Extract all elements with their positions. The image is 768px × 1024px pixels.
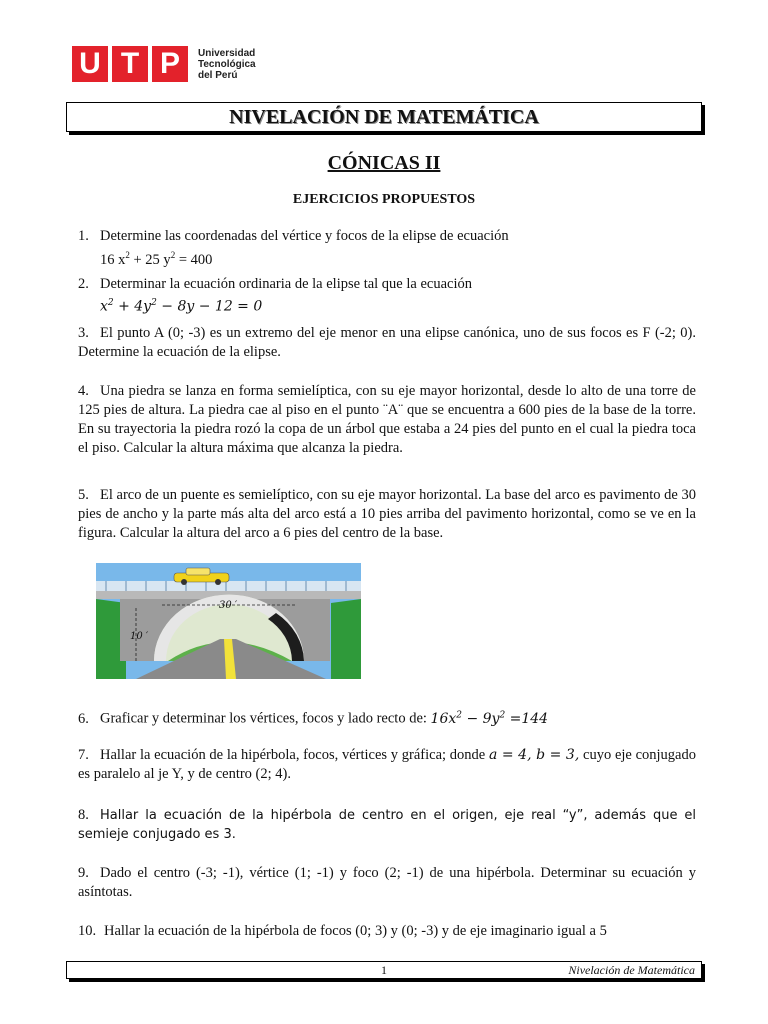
exercise-8: 8. Hallar la ecuación de la hipérbola de centro en el origen, eje real “y”, además que el semieje conjugado es 3. bbox=[78, 807, 696, 842]
footer-course-name: Nivelación de Matemática bbox=[568, 963, 695, 977]
exercise-6-equation: $16x^2 - 9y^2 =144$ bbox=[430, 710, 549, 727]
figure-width-label: 30 ′ bbox=[219, 600, 238, 611]
logo-letter-p: P bbox=[152, 46, 188, 82]
section-heading: EJERCICIOS PROPUESTOS bbox=[292, 192, 476, 207]
exercise-1: 1. Determine las coordenadas del vértice y focos de la elipse de ecuación 16 $x^2 + 25$ $y^2 = 400$ bbox=[78, 227, 696, 270]
exercise-2-equation: $x^2 + 4y^2 - 8y - 12 = 0$ bbox=[100, 298, 263, 315]
exercise-2: 2. Determinar la ecuación ordinaria de la elipse tal que la ecuación $x^2 + 4y^2 - 8y - 12 = 0$ bbox=[78, 275, 696, 317]
exercise-7-equation: a = 4, b = 3, bbox=[488, 747, 580, 763]
document-subtitle: CÓNICAS II bbox=[327, 152, 441, 174]
page-number: 1 bbox=[381, 963, 387, 977]
document-title: NIVELACIÓN DE MATEMÁTICA bbox=[66, 102, 702, 132]
bridge-arch-figure bbox=[96, 563, 361, 679]
exercise-5: 5. El arco de un puente es semielíptico, con su eje mayor horizontal. La base del arco es pavimento de 30 pies de ancho y la parte más alta del arco está a 10 pies arriba del pavimento horizontal, como se ve en la figura. Calcular la altura del arco a 6 pies del centro de la base. bbox=[78, 487, 696, 541]
exercise-10: 10. Hallar la ecuación de la hipérbola de focos (0; 3) y (0; -3) y de eje imaginario igual a 5 bbox=[78, 923, 607, 939]
logo-letter-t: T bbox=[112, 46, 148, 82]
exercise-7: 7. Hallar la ecuación de la hipérbola, focos, vértices y gráfica; donde a = 4, b = 3, cuyo eje conjugado es paralelo al je Y, y de centro (2; 4). bbox=[78, 747, 696, 782]
exercise-1-equation: 16 $x^2 + 25$ $y^2 = 400$ bbox=[100, 250, 213, 268]
exercise-3: 3. El punto A (0; -3) es un extremo del eje menor en una elipse canónica, uno de sus focos es F (-2; 0). Determine la ecuación de la elipse. bbox=[78, 325, 696, 360]
figure-right-grass bbox=[331, 599, 361, 679]
page-footer bbox=[66, 961, 702, 979]
figure-height-label: 10 ′ bbox=[130, 631, 149, 642]
utp-logo bbox=[72, 44, 256, 84]
figure-railing bbox=[96, 581, 361, 591]
exercise-4: 4. Una piedra se lanza en forma semielíptica, con su eje mayor horizontal, desde lo alto de una torre de 125 pies de altura. La piedra cae al piso en el punto ¨A¨ que se encuentra a 600 pies de la base de la torre. En su trayectoria la piedra rozó la copa de un árbol que estaba a 24 pies del punto en el cual la piedra toca el piso. Calcular la altura máxima que alcanza la piedra. bbox=[78, 383, 696, 456]
exercise-6: 6. Graficar y determinar los vértices, focos y lado recto de: $16x^2 - 9y^2 =144$ bbox=[78, 710, 549, 727]
logo-letter-u: U bbox=[72, 46, 108, 82]
logo-wordmark: Universidad Tecnológica del Perú bbox=[198, 47, 256, 81]
exercise-9: 9. Dado el centro (-3; -1), vértice (1; -1) y foco (2; -1) de una hipérbola. Determinar su ecuación y asíntotas. bbox=[78, 865, 696, 900]
